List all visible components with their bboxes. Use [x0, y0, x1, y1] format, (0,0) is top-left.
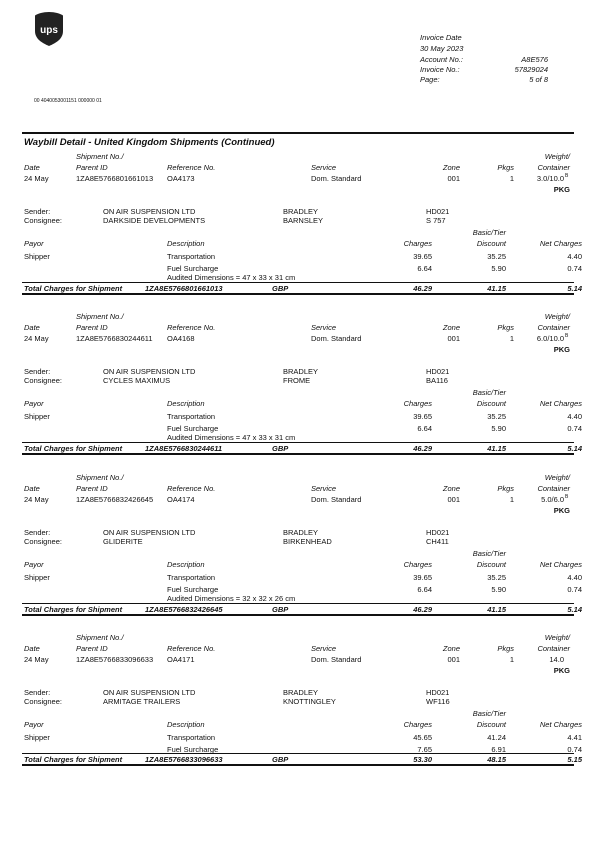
- consignee-label: Consignee:: [24, 537, 62, 546]
- section-title: Waybill Detail - United Kingdom Shipments (Continued): [24, 137, 275, 148]
- currency: GBP: [272, 444, 289, 453]
- zone: 001: [447, 174, 460, 183]
- weight-label: Weight/: [544, 152, 570, 161]
- service: Dom. Standard: [311, 655, 362, 664]
- total-rule-bottom: [22, 453, 574, 455]
- barcode-text: 00 4040053001151 000000 01: [34, 98, 102, 104]
- reference-no: OA4171: [167, 655, 195, 664]
- consignee-label: Consignee:: [24, 216, 62, 225]
- container-type: PKG: [553, 506, 570, 515]
- pkgs: 1: [509, 655, 514, 664]
- charges-label: Charges: [403, 560, 432, 569]
- parent-id-label: Parent ID: [76, 163, 108, 172]
- currency: GBP: [272, 755, 289, 764]
- discount-amount: 5.90: [491, 585, 506, 594]
- service: Dom. Standard: [311, 174, 362, 183]
- net-amount: 4.40: [567, 252, 582, 261]
- total-net: 5.14: [567, 284, 582, 293]
- basic-tier-label: Basic/Tier: [472, 549, 506, 558]
- sender-city: BRADLEY: [283, 367, 319, 376]
- sender-label: Sender:: [24, 207, 51, 216]
- charge-description: Fuel Surcharge: [167, 424, 219, 433]
- net-charges-label: Net Charges: [539, 399, 582, 408]
- total-rule-top: [22, 603, 574, 604]
- ups-logo: [35, 12, 63, 46]
- consignee-postcode: S 757: [426, 216, 446, 225]
- weight-label: Weight/: [544, 312, 570, 321]
- sender-postcode: HD021: [426, 688, 450, 697]
- weight: 5.0/6.0: [541, 495, 564, 504]
- total-net: 5.14: [567, 444, 582, 453]
- weight: 3.0/10.0: [536, 174, 564, 183]
- billable-weight-marker: B: [565, 333, 569, 339]
- discount-amount: 5.90: [491, 264, 506, 273]
- audited-dimensions: Audited Dimensions = 47 x 33 x 31 cm: [167, 433, 296, 442]
- discount-amount: 35.25: [487, 252, 506, 261]
- zone: 001: [447, 495, 460, 504]
- charge-description: Fuel Surcharge: [167, 264, 219, 273]
- charge-amount: 39.65: [413, 252, 432, 261]
- sender-city: BRADLEY: [283, 528, 319, 537]
- zone-label: Zone: [442, 163, 460, 172]
- container-type: PKG: [553, 345, 570, 354]
- billable-weight-marker: B: [565, 173, 569, 179]
- audited-dimensions: Audited Dimensions = 32 x 32 x 26 cm: [167, 594, 296, 603]
- total-discount: 41.15: [487, 605, 506, 614]
- billable-weight-marker: B: [565, 494, 569, 500]
- discount-label: Discount: [476, 560, 506, 569]
- svg-text:ups: ups: [40, 25, 58, 36]
- payor: Shipper: [24, 733, 50, 742]
- pkgs: 1: [509, 174, 514, 183]
- total-charges: 46.29: [413, 444, 432, 453]
- container-label: Container: [537, 484, 570, 493]
- discount-label: Discount: [476, 239, 506, 248]
- invoice-no-value: 57829024: [514, 65, 548, 74]
- shipment-no-label: Shipment No./: [76, 152, 124, 161]
- sender-name: ON AIR SUSPENSION LTD: [103, 528, 196, 537]
- date-label: Date: [24, 163, 40, 172]
- discount-amount: 5.90: [491, 424, 506, 433]
- total-net: 5.14: [567, 605, 582, 614]
- payor: Shipper: [24, 412, 50, 421]
- charge-description: Transportation: [167, 733, 216, 742]
- charges-label: Charges: [403, 399, 432, 408]
- payor-label: Payor: [24, 720, 44, 729]
- page-label: Page:: [420, 75, 440, 84]
- total-net: 5.15: [567, 755, 582, 764]
- container-type: PKG: [553, 185, 570, 194]
- payor-label: Payor: [24, 399, 44, 408]
- payor-label: Payor: [24, 560, 44, 569]
- shipment-date: 24 May: [24, 334, 49, 343]
- parent-id: 1ZA8E5766830244611: [76, 334, 153, 343]
- charge-amount: 45.65: [413, 733, 432, 742]
- pkgs-label: Pkgs: [497, 323, 514, 332]
- basic-tier-label: Basic/Tier: [472, 228, 506, 237]
- charge-description: Fuel Surcharge: [167, 585, 219, 594]
- total-discount: 41.15: [487, 284, 506, 293]
- container-label: Container: [537, 644, 570, 653]
- total-discount: 41.15: [487, 444, 506, 453]
- total-rule-bottom: [22, 764, 574, 766]
- sender-postcode: HD021: [426, 367, 450, 376]
- discount-amount: 35.25: [487, 412, 506, 421]
- title-rule: [22, 132, 574, 134]
- total-label: Total Charges for Shipment: [24, 605, 123, 614]
- net-charges-label: Net Charges: [539, 239, 582, 248]
- total-charges: 53.30: [413, 755, 432, 764]
- description-label: Description: [167, 720, 205, 729]
- service-label: Service: [311, 644, 337, 653]
- pkgs-label: Pkgs: [497, 484, 514, 493]
- charge-amount: 7.65: [417, 745, 432, 754]
- consignee-label: Consignee:: [24, 376, 62, 385]
- discount-label: Discount: [476, 399, 506, 408]
- charge-amount: 6.64: [417, 585, 432, 594]
- consignee-postcode: CH411: [426, 537, 449, 546]
- payor: Shipper: [24, 252, 50, 261]
- charge-amount: 6.64: [417, 424, 432, 433]
- sender-label: Sender:: [24, 528, 51, 537]
- charges-label: Charges: [403, 720, 432, 729]
- sender-city: BRADLEY: [283, 207, 319, 216]
- container-type: PKG: [553, 666, 570, 675]
- shipment-no-label: Shipment No./: [76, 312, 124, 321]
- service-label: Service: [311, 163, 337, 172]
- consignee-city: BIRKENHEAD: [283, 537, 332, 546]
- zone-label: Zone: [442, 644, 460, 653]
- charge-description: Transportation: [167, 412, 216, 421]
- service: Dom. Standard: [311, 495, 362, 504]
- sender-postcode: HD021: [426, 528, 450, 537]
- account-value: A8E576: [521, 55, 548, 64]
- total-rule-top: [22, 442, 574, 443]
- consignee-label: Consignee:: [24, 697, 62, 706]
- date-label: Date: [24, 644, 40, 653]
- reference-no: OA4174: [167, 495, 195, 504]
- pkgs: 1: [509, 495, 514, 504]
- description-label: Description: [167, 399, 205, 408]
- reference-label: Reference No.: [167, 644, 216, 653]
- parent-id: 1ZA8E5766801661013: [76, 174, 154, 183]
- parent-id-label: Parent ID: [76, 484, 108, 493]
- shipment-date: 24 May: [24, 174, 49, 183]
- discount-amount: 6.91: [491, 745, 506, 754]
- payor-label: Payor: [24, 239, 44, 248]
- reference-label: Reference No.: [167, 484, 216, 493]
- sender-city: BRADLEY: [283, 688, 319, 697]
- shipment-date: 24 May: [24, 495, 49, 504]
- consignee-postcode: BA116: [426, 376, 448, 385]
- total-rule-bottom: [22, 293, 574, 295]
- basic-tier-label: Basic/Tier: [472, 709, 506, 718]
- weight-label: Weight/: [544, 633, 570, 642]
- consignee-postcode: WF116: [426, 697, 450, 706]
- total-charges: 46.29: [413, 605, 432, 614]
- invoice-date: 30 May 2023: [420, 44, 464, 53]
- reference-no: OA4173: [167, 174, 195, 183]
- consignee-name: DARKSIDE DEVELOPMENTS: [103, 216, 206, 225]
- charges-label: Charges: [403, 239, 432, 248]
- charge-description: Fuel Surcharge: [167, 745, 219, 754]
- total-shipment-id: 1ZA8E5766830244611: [145, 444, 223, 453]
- charge-amount: 6.64: [417, 264, 432, 273]
- net-amount: 0.74: [567, 745, 582, 754]
- weight-label: Weight/: [544, 473, 570, 482]
- sender-postcode: HD021: [426, 207, 450, 216]
- total-rule-top: [22, 282, 574, 283]
- currency: GBP: [272, 605, 289, 614]
- description-label: Description: [167, 239, 205, 248]
- net-amount: 4.41: [567, 733, 582, 742]
- reference-label: Reference No.: [167, 163, 216, 172]
- consignee-city: BARNSLEY: [283, 216, 324, 225]
- zone: 001: [447, 334, 460, 343]
- total-rule-top: [22, 753, 574, 754]
- pkgs-label: Pkgs: [497, 163, 514, 172]
- discount-amount: 41.24: [487, 733, 506, 742]
- net-charges-label: Net Charges: [539, 720, 582, 729]
- consignee-name: CYCLES MAXIMUS: [103, 376, 171, 385]
- service-label: Service: [311, 323, 337, 332]
- total-rule-bottom: [22, 614, 574, 616]
- reference-label: Reference No.: [167, 323, 216, 332]
- total-shipment-id: 1ZA8E5766801661013: [145, 284, 223, 293]
- payor: Shipper: [24, 573, 50, 582]
- total-charges: 46.29: [413, 284, 432, 293]
- page-value: 5 of 8: [529, 75, 548, 84]
- charge-description: Transportation: [167, 573, 216, 582]
- total-shipment-id: 1ZA8E5766832426645: [145, 605, 223, 614]
- net-amount: 0.74: [567, 424, 582, 433]
- pkgs: 1: [509, 334, 514, 343]
- sender-name: ON AIR SUSPENSION LTD: [103, 367, 196, 376]
- weight: 6.0/10.0: [536, 334, 564, 343]
- service: Dom. Standard: [311, 334, 362, 343]
- zone-label: Zone: [442, 484, 460, 493]
- total-shipment-id: 1ZA8E5766833096633: [145, 755, 223, 764]
- shipment-no-label: Shipment No./: [76, 633, 124, 642]
- consignee-name: ARMITAGE TRAILERS: [103, 697, 181, 706]
- charge-description: Transportation: [167, 252, 216, 261]
- consignee-name: GLIDERITE: [103, 537, 143, 546]
- basic-tier-label: Basic/Tier: [472, 388, 506, 397]
- container-label: Container: [537, 323, 570, 332]
- consignee-city: KNOTTINGLEY: [283, 697, 336, 706]
- description-label: Description: [167, 560, 205, 569]
- audited-dimensions: Audited Dimensions = 47 x 33 x 31 cm: [167, 273, 296, 282]
- zone: 001: [447, 655, 460, 664]
- charge-amount: 39.65: [413, 573, 432, 582]
- currency: GBP: [272, 284, 289, 293]
- service-label: Service: [311, 484, 337, 493]
- parent-id-label: Parent ID: [76, 323, 108, 332]
- reference-no: OA4168: [167, 334, 195, 343]
- invoice-no-label: Invoice No.:: [420, 65, 460, 74]
- container-label: Container: [537, 163, 570, 172]
- shipment-no-label: Shipment No./: [76, 473, 124, 482]
- parent-id: 1ZA8E5766833096633: [76, 655, 154, 664]
- zone-label: Zone: [442, 323, 460, 332]
- parent-id: 1ZA8E5766832426645: [76, 495, 154, 504]
- charge-amount: 39.65: [413, 412, 432, 421]
- date-label: Date: [24, 323, 40, 332]
- discount-amount: 35.25: [487, 573, 506, 582]
- sender-name: ON AIR SUSPENSION LTD: [103, 688, 196, 697]
- net-amount: 0.74: [567, 264, 582, 273]
- account-label: Account No.:: [420, 55, 463, 64]
- weight: 14.0: [549, 655, 564, 664]
- sender-label: Sender:: [24, 367, 51, 376]
- total-discount: 48.15: [487, 755, 506, 764]
- sender-name: ON AIR SUSPENSION LTD: [103, 207, 196, 216]
- net-amount: 4.40: [567, 412, 582, 421]
- date-label: Date: [24, 484, 40, 493]
- total-label: Total Charges for Shipment: [24, 444, 123, 453]
- shipment-date: 24 May: [24, 655, 49, 664]
- pkgs-label: Pkgs: [497, 644, 514, 653]
- total-label: Total Charges for Shipment: [24, 284, 123, 293]
- total-label: Total Charges for Shipment: [24, 755, 123, 764]
- consignee-city: FROME: [283, 376, 311, 385]
- invoice-date-label: Invoice Date: [420, 33, 462, 42]
- discount-label: Discount: [476, 720, 506, 729]
- parent-id-label: Parent ID: [76, 644, 108, 653]
- sender-label: Sender:: [24, 688, 51, 697]
- net-amount: 0.74: [567, 585, 582, 594]
- net-charges-label: Net Charges: [539, 560, 582, 569]
- net-amount: 4.40: [567, 573, 582, 582]
